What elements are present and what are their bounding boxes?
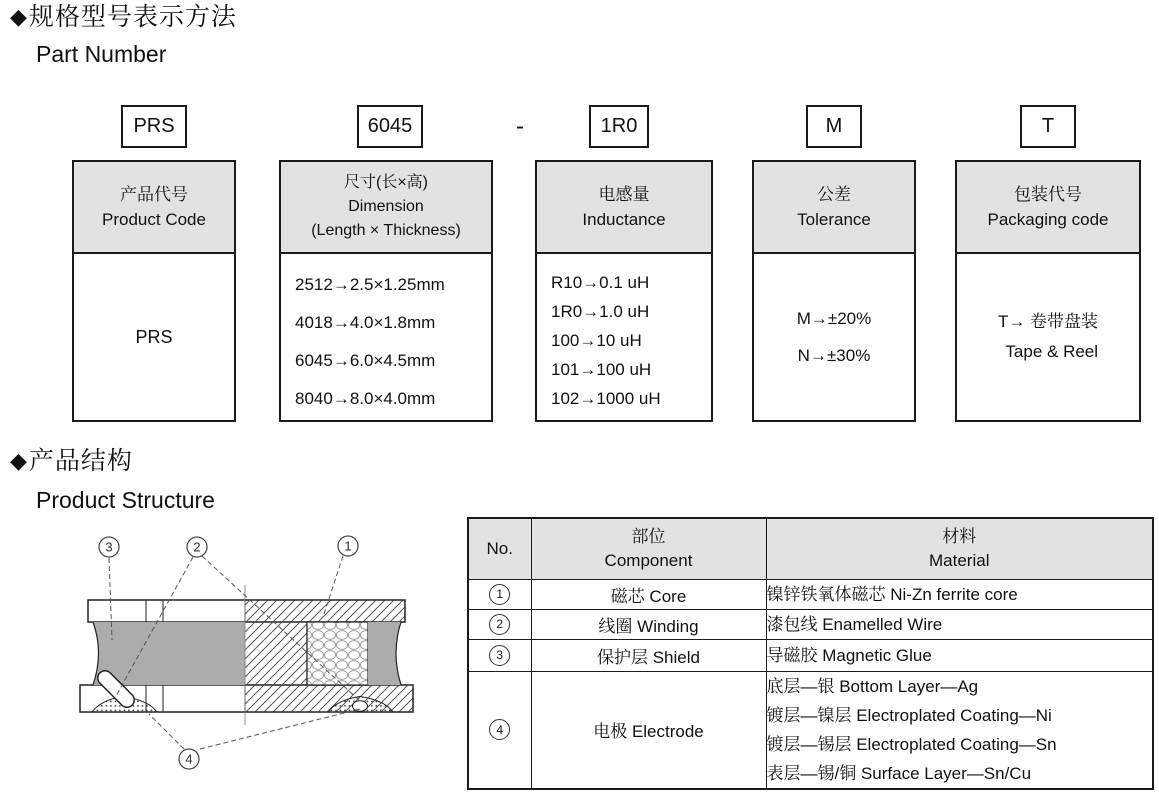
header-zh: 产品代号	[120, 185, 188, 204]
material-cell: 导磁胶 Magnetic Glue	[766, 639, 1153, 671]
structure-table-header-row	[468, 518, 1153, 579]
inductance-option: 100→10 uH	[551, 331, 642, 350]
packaging-body	[957, 254, 1139, 420]
component-cell: 保护层 Shield	[531, 639, 766, 671]
inductance-header	[537, 162, 711, 254]
header-zh: 包装代号	[1014, 185, 1082, 204]
table-row-core	[468, 579, 1153, 609]
header-en: Dimension	[348, 198, 424, 215]
dimension-code-box: 6045	[357, 105, 423, 148]
tolerance-option: M→±20%	[796, 309, 872, 328]
dimension-option: 8040→8.0×4.0mm	[295, 389, 436, 408]
svg-text:1: 1	[344, 538, 352, 554]
header-en: Tolerance	[797, 210, 871, 229]
packaging-option-en: Tape & Reel	[1005, 342, 1099, 361]
dimension-option: 6045→6.0×4.5mm	[295, 351, 436, 370]
product-code-header	[74, 162, 234, 254]
packaging-header	[957, 162, 1139, 254]
table-row-electrode	[468, 671, 1153, 789]
col-header-component: 部位 Component	[531, 518, 766, 579]
col-header-material: 材料 Material	[766, 518, 1153, 579]
product-code-box: PRS	[121, 105, 187, 148]
material-cell: 底层—银 Bottom Layer—Ag 镀层—镍层 Electroplated Coating—Ni 镀层—锡层 Electroplated Coating—Sn 表层—锡/铜 Surface Layer—Sn/Cu	[766, 671, 1153, 789]
packaging-code-box: T	[1020, 105, 1076, 148]
section-title-en: Product Structure	[36, 487, 215, 513]
table-row-winding	[468, 609, 1153, 639]
packaging-column	[955, 160, 1141, 422]
inductance-code-box: 1R0	[589, 105, 649, 148]
callout-4	[179, 749, 199, 769]
section-title-en: Part Number	[36, 41, 167, 67]
svg-text:4: 4	[185, 751, 193, 767]
diamond-bullet-icon: ◆	[10, 4, 27, 29]
inductance-column	[535, 160, 713, 422]
table-row-shield	[468, 639, 1153, 671]
tolerance-header	[754, 162, 914, 254]
tolerance-code-box: M	[806, 105, 862, 148]
dimension-body	[281, 254, 491, 420]
header-zh: 公差	[817, 185, 851, 204]
packaging-option-zh: T→ 卷带盘装	[997, 312, 1099, 331]
inductance-option: R10→0.1 uH	[551, 273, 650, 292]
diamond-bullet-icon: ◆	[10, 448, 27, 473]
header-en: Packaging code	[987, 210, 1109, 229]
callout-1	[338, 536, 358, 556]
dimension-option: 4018→4.0×1.8mm	[295, 313, 436, 332]
section-title-zh: 产品结构	[28, 447, 133, 475]
inductance-option: 101→100 uH	[551, 360, 652, 379]
product-code-value: PRS	[135, 326, 173, 347]
cross-section-drawing	[60, 520, 460, 785]
inductance-option: 102→1000 uH	[551, 389, 661, 408]
header-zh: 电感量	[598, 185, 650, 204]
header-en2: (Length × Thickness)	[311, 222, 461, 239]
material-cell: 漆包线 Enamelled Wire	[766, 609, 1153, 639]
product-code-column	[72, 160, 236, 422]
section-title-zh: 规格型号表示方法	[28, 3, 237, 31]
callout-2	[187, 537, 207, 557]
tolerance-body	[754, 254, 914, 420]
wire-end-right	[353, 701, 368, 711]
callout-3	[99, 537, 119, 557]
inductance-option: 1R0→1.0 uH	[551, 302, 650, 321]
section-part-number-heading	[10, 2, 237, 32]
structure-table	[467, 517, 1154, 790]
circled-number: 2	[489, 614, 510, 635]
component-cell: 电极 Electrode	[531, 671, 766, 789]
separator-dash: -	[516, 112, 524, 140]
product-code-body	[74, 254, 234, 420]
dimension-header	[281, 162, 491, 254]
winding-coil-pattern	[307, 622, 368, 685]
svg-text:3: 3	[105, 539, 113, 555]
core-post-section	[245, 622, 307, 685]
circled-number: 3	[489, 645, 510, 666]
dimension-option: 2512→2.5×1.25mm	[295, 275, 445, 294]
inductance-body	[537, 254, 711, 420]
header-en: Inductance	[582, 210, 666, 229]
material-cell: 镍锌铁氧体磁芯 Ni-Zn ferrite core	[766, 579, 1153, 609]
component-cell: 磁芯 Core	[531, 579, 766, 609]
component-cell: 线圈 Winding	[531, 609, 766, 639]
circled-number: 4	[489, 719, 510, 740]
tolerance-option: N→±30%	[797, 346, 871, 365]
product-structure-diagram	[60, 520, 460, 785]
svg-text:2: 2	[193, 539, 201, 555]
section-product-structure-heading	[10, 446, 133, 476]
header-en: Product Code	[102, 210, 206, 229]
col-header-no: No.	[468, 518, 531, 579]
shield-left	[93, 622, 245, 685]
header-zh: 尺寸(长×高)	[343, 174, 428, 191]
circled-number: 1	[489, 584, 510, 605]
dimension-column	[279, 160, 493, 422]
tolerance-column	[752, 160, 916, 422]
